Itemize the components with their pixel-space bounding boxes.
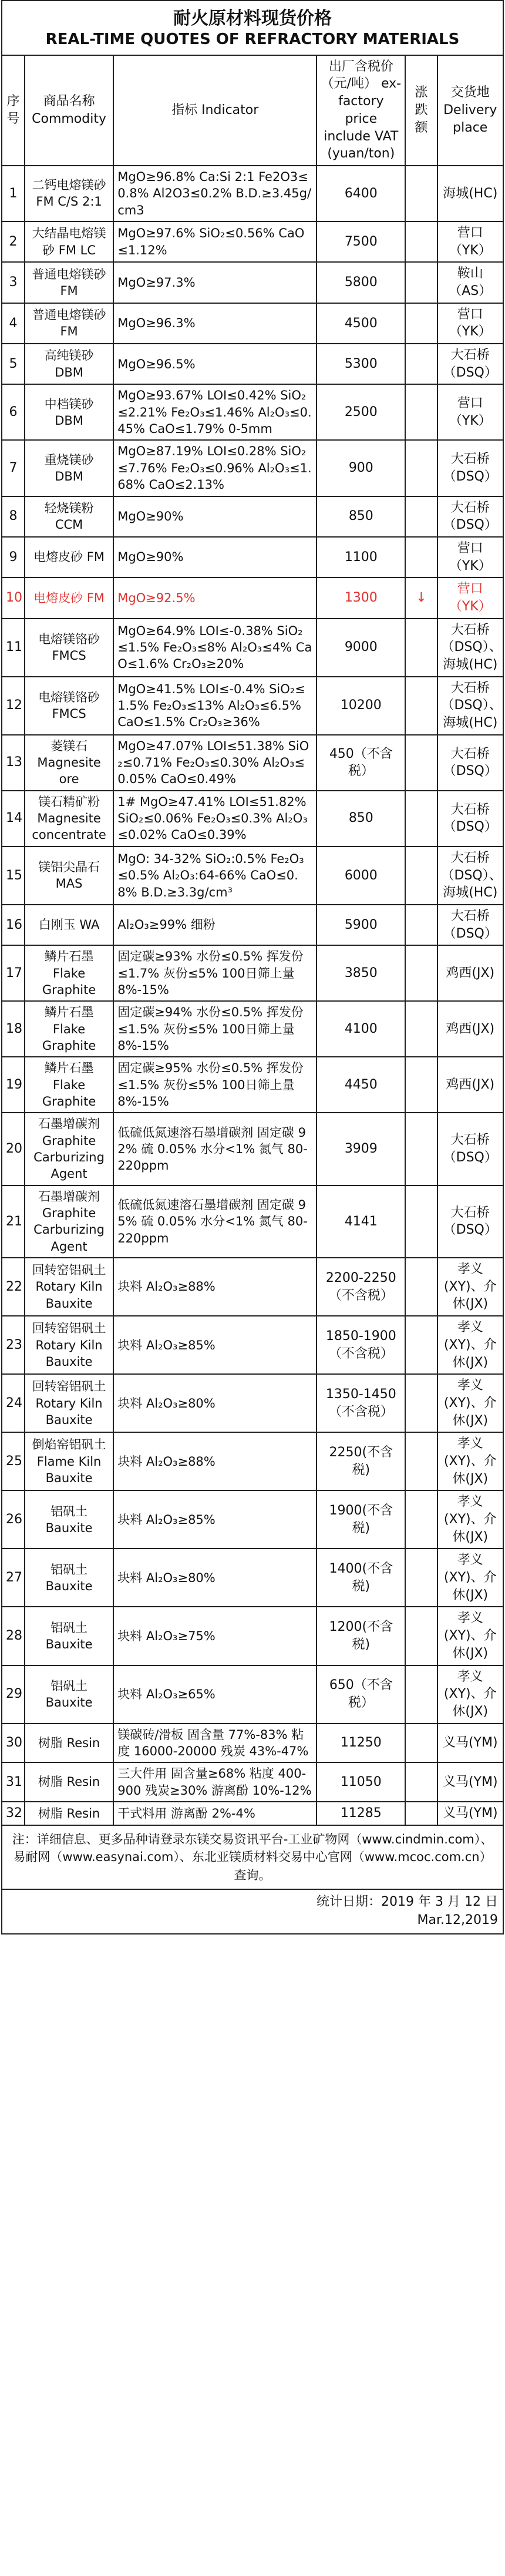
row-price: 2250(不含税) — [317, 1432, 405, 1490]
row-price: 4450 — [317, 1057, 405, 1113]
row-change — [405, 1001, 437, 1057]
row-place: 义马(YM) — [437, 1802, 503, 1825]
table-row — [2, 1057, 503, 1113]
row-place: 孝义(XY)、介休(JX) — [437, 1549, 503, 1607]
table-row — [2, 344, 503, 384]
row-place: 营口（YK） — [437, 577, 503, 618]
row-price: 1300 — [317, 577, 405, 618]
row-indicator: 1# MgO≥47.41% LOI≤51.82% SiO₂≤0.06% Fe₂O₃≤0.3% Al₂O₃≤0.02% CaO≤0.39% — [113, 791, 317, 847]
table-row — [2, 577, 503, 618]
row-no: 2 — [2, 221, 25, 262]
row-indicator: 块料 Al₂O₃≥88% — [113, 1432, 317, 1490]
row-no: 10 — [2, 577, 25, 618]
row-indicator: Al₂O₃≥99% 细粉 — [113, 905, 317, 945]
row-indicator: 干式料用 游离酚 2%-4% — [113, 1802, 317, 1825]
row-change — [405, 1802, 437, 1825]
table-row — [2, 384, 503, 440]
row-indicator: MgO≥64.9% LOI≤-0.38% SiO₂≤1.5% Fe₂O₃≤8% Al₂O₃≤4% CaO≤1.6% Cr₂O₃≥20% — [113, 619, 317, 677]
row-change — [405, 905, 437, 945]
row-commodity: 白刚玉 WA — [25, 905, 113, 945]
row-indicator: 镁碳砖/滑板 固含量 77%-83% 粘度 16000-20000 残炭 43%-47% — [113, 1724, 317, 1763]
row-no: 23 — [2, 1316, 25, 1374]
row-no: 4 — [2, 303, 25, 344]
row-change — [405, 344, 437, 384]
row-price: 1200(不含税) — [317, 1607, 405, 1665]
row-commodity: 铝矾土 Bauxite — [25, 1490, 113, 1549]
row-change — [405, 1316, 437, 1374]
row-indicator: 块料 Al₂O₃≥75% — [113, 1607, 317, 1665]
row-commodity: 鳞片石墨 Flake Graphite — [25, 1001, 113, 1057]
row-place: 大石桥（DSQ）、海城(HC) — [437, 677, 503, 735]
row-indicator: MgO≥41.5% LOI≤-0.4% SiO₂≤1.5% Fe₂O₃≤13% Al₂O₃≤6.5% CaO≤1.5% Cr₂O₃≥36% — [113, 677, 317, 735]
row-place: 义马(YM) — [437, 1724, 503, 1763]
table-row — [2, 1185, 503, 1258]
row-price: 650（不含税） — [317, 1665, 405, 1724]
title-cn: 耐火原材料现货价格 — [173, 8, 332, 29]
row-no: 9 — [2, 537, 25, 577]
table-row — [2, 440, 503, 496]
stat-date: 统计日期：2019 年 3 月 12 日 — [317, 1894, 498, 1909]
row-commodity: 石墨增碳剂 Graphite Carburizing Agent — [25, 1185, 113, 1258]
row-commodity: 电熔镁铬砂 FMCS — [25, 619, 113, 677]
row-price: 900 — [317, 440, 405, 496]
row-price: 850 — [317, 496, 405, 537]
row-place: 义马(YM) — [437, 1762, 503, 1802]
row-price: 3909 — [317, 1113, 405, 1185]
row-commodity: 鳞片石墨 Flake Graphite — [25, 945, 113, 1001]
row-place: 海城(HC) — [437, 166, 503, 221]
price-table — [1, 55, 504, 1934]
row-change — [405, 166, 437, 221]
table-row — [2, 537, 503, 577]
table-row — [2, 303, 503, 344]
row-indicator: 固定碳≥95% 水份≤0.5% 挥发份≤1.5% 灰份≤5% 100日筛上量 8%-15% — [113, 1057, 317, 1113]
row-indicator: MgO≥96.5% — [113, 344, 317, 384]
table-row — [2, 1724, 503, 1763]
row-no: 18 — [2, 1001, 25, 1057]
row-indicator: 块料 Al₂O₃≥80% — [113, 1549, 317, 1607]
table-row — [2, 1113, 503, 1185]
row-price: 6000 — [317, 847, 405, 905]
row-indicator: MgO≥93.67% LOI≤0.42% SiO₂≤2.21% Fe₂O₃≤1.46% Al₂O₃≤0.45% CaO≤1.79% 0-5mm — [113, 384, 317, 440]
row-price: 5800 — [317, 262, 405, 303]
row-price: 1100 — [317, 537, 405, 577]
row-commodity: 倒焰窑铝矾土 Flame Kiln Bauxite — [25, 1432, 113, 1490]
table-row — [2, 1001, 503, 1057]
row-indicator: MgO≥96.8% Ca:Si 2:1 Fe2O3≤0.8% Al2O3≤0.2% B.D.≥3.45g/cm3 — [113, 166, 317, 221]
row-indicator: 低硫低氮速溶石墨增碳剂 固定碳 95% 硫 0.05% 水分<1% 氮气 80-220ppm — [113, 1185, 317, 1258]
row-price: 7500 — [317, 221, 405, 262]
row-indicator: 块料 Al₂O₃≥65% — [113, 1665, 317, 1724]
row-change — [405, 1607, 437, 1665]
row-change — [405, 221, 437, 262]
row-commodity: 普通电熔镁砂 FM — [25, 262, 113, 303]
row-place: 大石桥（DSQ） — [437, 905, 503, 945]
row-change — [405, 1057, 437, 1113]
row-price: 1900(不含税) — [317, 1490, 405, 1549]
table-row — [2, 619, 503, 677]
row-place: 营口（YK） — [437, 384, 503, 440]
table-row — [2, 1432, 503, 1490]
table-row — [2, 1316, 503, 1374]
row-no: 6 — [2, 384, 25, 440]
table-row — [2, 1607, 503, 1665]
row-commodity: 电熔皮砂 FM — [25, 537, 113, 577]
row-place: 大石桥（DSQ） — [437, 496, 503, 537]
row-indicator: MgO≥96.3% — [113, 303, 317, 344]
row-place: 大石桥（DSQ） — [437, 735, 503, 791]
row-indicator: MgO≥92.5% — [113, 577, 317, 618]
row-price: 2200-2250（不含税） — [317, 1258, 405, 1316]
row-indicator: 块料 Al₂O₃≥85% — [113, 1490, 317, 1549]
row-no: 29 — [2, 1665, 25, 1724]
row-place: 鸡西(JX) — [437, 945, 503, 1001]
row-commodity: 高纯镁砂 DBM — [25, 344, 113, 384]
row-price: 1400(不含税) — [317, 1549, 405, 1607]
row-no: 31 — [2, 1762, 25, 1802]
table-row — [2, 791, 503, 847]
row-commodity: 树脂 Resin — [25, 1724, 113, 1763]
row-place: 大石桥（DSQ）、海城(HC) — [437, 619, 503, 677]
row-place: 营口（YK） — [437, 221, 503, 262]
row-indicator: 低硫低氮速溶石墨增碳剂 固定碳 92% 硫 0.05% 水分<1% 氮气 80-220ppm — [113, 1113, 317, 1185]
row-no: 12 — [2, 677, 25, 735]
row-change — [405, 1724, 437, 1763]
row-price: 2500 — [317, 384, 405, 440]
row-no: 27 — [2, 1549, 25, 1607]
row-change — [405, 1549, 437, 1607]
row-commodity: 菱镁石 Magnesite ore — [25, 735, 113, 791]
row-place: 孝义(XY)、介休(JX) — [437, 1316, 503, 1374]
row-change — [405, 1113, 437, 1185]
row-no: 1 — [2, 166, 25, 221]
row-price: 850 — [317, 791, 405, 847]
row-change — [405, 1185, 437, 1258]
row-place: 鞍山（AS） — [437, 262, 503, 303]
row-commodity: 镁铝尖晶石 MAS — [25, 847, 113, 905]
row-commodity: 二钙电熔镁砂 FM C/S 2:1 — [25, 166, 113, 221]
row-price: 4141 — [317, 1185, 405, 1258]
row-no: 32 — [2, 1802, 25, 1825]
stat-date-block — [2, 1889, 503, 1934]
row-indicator: MgO: 34-32% SiO₂:0.5% Fe₂O₃≤0.5% Al₂O₃:64-66% CaO≤0.8% B.D.≥3.3g/cm³ — [113, 847, 317, 905]
row-place: 鸡西(JX) — [437, 1057, 503, 1113]
table-row — [2, 166, 503, 221]
row-place: 孝义(XY)、介休(JX) — [437, 1607, 503, 1665]
row-no: 20 — [2, 1113, 25, 1185]
row-price: 4100 — [317, 1001, 405, 1057]
price-sheet — [1, 0, 504, 1934]
row-change — [405, 384, 437, 440]
header-place: 交货地 Delivery place — [437, 55, 503, 166]
row-commodity: 铝矾土 Bauxite — [25, 1665, 113, 1724]
row-indicator: MgO≥90% — [113, 496, 317, 537]
row-change — [405, 619, 437, 677]
header-no: 序号 — [2, 55, 25, 166]
row-price: 5900 — [317, 905, 405, 945]
row-price: 1850-1900（不含税） — [317, 1316, 405, 1374]
row-place: 孝义(XY)、介休(JX) — [437, 1665, 503, 1724]
row-indicator: MgO≥87.19% LOI≤0.28% SiO₂≤7.76% Fe₂O₃≤0.96% Al₂O₃≤1.68% CaO≤2.13% — [113, 440, 317, 496]
row-place: 鸡西(JX) — [437, 1001, 503, 1057]
row-change — [405, 496, 437, 537]
row-no: 24 — [2, 1374, 25, 1432]
header-indicator: 指标 Indicator — [113, 55, 317, 166]
row-indicator: MgO≥47.07% LOI≤51.38% SiO₂≤0.71% Fe₂O₃≤0.30% Al₂O₃≤0.05% CaO≤0.49% — [113, 735, 317, 791]
row-no: 21 — [2, 1185, 25, 1258]
row-place: 孝义(XY)、介休(JX) — [437, 1374, 503, 1432]
row-no: 17 — [2, 945, 25, 1001]
row-price: 450（不含税） — [317, 735, 405, 791]
row-indicator: 块料 Al₂O₃≥80% — [113, 1374, 317, 1432]
row-commodity: 鳞片石墨 Flake Graphite — [25, 1057, 113, 1113]
row-change — [405, 440, 437, 496]
row-price: 11285 — [317, 1802, 405, 1825]
table-row — [2, 1258, 503, 1316]
row-commodity: 大结晶电熔镁砂 FM LC — [25, 221, 113, 262]
row-indicator: MgO≥97.3% — [113, 262, 317, 303]
row-place: 孝义(XY)、介休(JX) — [437, 1258, 503, 1316]
row-change — [405, 677, 437, 735]
row-no: 16 — [2, 905, 25, 945]
table-row — [2, 221, 503, 262]
row-indicator: 三大件用 固含量≥68% 粘度 400-900 残炭≥30% 游离酚 10%-12% — [113, 1762, 317, 1802]
row-price: 3850 — [317, 945, 405, 1001]
row-change — [405, 537, 437, 577]
row-indicator: 固定碳≥94% 水份≤0.5% 挥发份≤1.5% 灰份≤5% 100日筛上量 8%-15% — [113, 1001, 317, 1057]
title-en: REAL-TIME QUOTES OF REFRACTORY MATERIALS — [45, 31, 460, 48]
table-row — [2, 1665, 503, 1724]
row-place: 大石桥（DSQ） — [437, 440, 503, 496]
table-row — [2, 847, 503, 905]
row-place: 大石桥（DSQ） — [437, 344, 503, 384]
table-row — [2, 1549, 503, 1607]
table-row — [2, 945, 503, 1001]
row-price: 5300 — [317, 344, 405, 384]
row-no: 30 — [2, 1724, 25, 1763]
row-change — [405, 945, 437, 1001]
row-place: 孝义(XY)、介休(JX) — [437, 1490, 503, 1549]
row-place: 孝义(XY)、介休(JX) — [437, 1432, 503, 1490]
row-indicator: 块料 Al₂O₃≥85% — [113, 1316, 317, 1374]
row-price: 9000 — [317, 619, 405, 677]
row-commodity: 镁石精矿粉 Magnesite concentrate — [25, 791, 113, 847]
row-no: 15 — [2, 847, 25, 905]
row-no: 28 — [2, 1607, 25, 1665]
row-price: 4500 — [317, 303, 405, 344]
header-row — [2, 55, 503, 166]
row-change — [405, 735, 437, 791]
row-change — [405, 1490, 437, 1549]
stat-date-en: Mar.12,2019 — [417, 1912, 498, 1927]
row-commodity: 轻烧镁粉 CCM — [25, 496, 113, 537]
header-change: 涨跌额 — [405, 55, 437, 166]
row-change: ↓ — [405, 577, 437, 618]
title-block — [1, 0, 504, 55]
row-commodity: 普通电熔镁砂 FM — [25, 303, 113, 344]
row-change — [405, 303, 437, 344]
row-change — [405, 847, 437, 905]
row-commodity: 电熔皮砂 FM — [25, 577, 113, 618]
row-price: 6400 — [317, 166, 405, 221]
row-commodity: 电熔镁铬砂 FMCS — [25, 677, 113, 735]
row-commodity: 中档镁砂 DBM — [25, 384, 113, 440]
row-change — [405, 1258, 437, 1316]
row-no: 22 — [2, 1258, 25, 1316]
row-commodity: 回转窑铝矾土 Rotary Kiln Bauxite — [25, 1258, 113, 1316]
table-row — [2, 677, 503, 735]
row-price: 1350-1450（不含税） — [317, 1374, 405, 1432]
row-change — [405, 1762, 437, 1802]
table-row — [2, 262, 503, 303]
row-change — [405, 1374, 437, 1432]
row-no: 19 — [2, 1057, 25, 1113]
row-no: 3 — [2, 262, 25, 303]
row-place: 营口（YK） — [437, 537, 503, 577]
row-indicator: 块料 Al₂O₃≥88% — [113, 1258, 317, 1316]
row-change — [405, 791, 437, 847]
row-commodity: 回转窑铝矾土 Rotary Kiln Bauxite — [25, 1374, 113, 1432]
row-no: 25 — [2, 1432, 25, 1490]
row-price: 11050 — [317, 1762, 405, 1802]
row-place: 大石桥（DSQ） — [437, 1185, 503, 1258]
row-place: 大石桥（DSQ） — [437, 1113, 503, 1185]
row-indicator: 固定碳≥93% 水份≤0.5% 挥发份≤1.7% 灰份≤5% 100日筛上量 8%-15% — [113, 945, 317, 1001]
row-commodity: 树脂 Resin — [25, 1762, 113, 1802]
row-no: 7 — [2, 440, 25, 496]
row-commodity: 铝矾土 Bauxite — [25, 1607, 113, 1665]
header-price: 出厂含税价（元/吨） ex-factory price include VAT (yuan/ton) — [317, 55, 405, 166]
row-no: 14 — [2, 791, 25, 847]
row-no: 8 — [2, 496, 25, 537]
row-price: 10200 — [317, 677, 405, 735]
row-no: 13 — [2, 735, 25, 791]
row-commodity: 铝矾土 Bauxite — [25, 1549, 113, 1607]
row-no: 26 — [2, 1490, 25, 1549]
row-place: 大石桥（DSQ）、海城(HC) — [437, 847, 503, 905]
table-row — [2, 1802, 503, 1825]
table-row — [2, 735, 503, 791]
row-indicator: MgO≥97.6% SiO₂≤0.56% CaO≤1.12% — [113, 221, 317, 262]
table-row — [2, 905, 503, 945]
table-row — [2, 496, 503, 537]
row-commodity: 回转窑铝矾土 Rotary Kiln Bauxite — [25, 1316, 113, 1374]
row-no: 5 — [2, 344, 25, 384]
table-row — [2, 1762, 503, 1802]
row-commodity: 树脂 Resin — [25, 1802, 113, 1825]
row-commodity: 重烧镁砂 DBM — [25, 440, 113, 496]
row-change — [405, 1432, 437, 1490]
row-change — [405, 262, 437, 303]
table-row — [2, 1374, 503, 1432]
row-place: 大石桥（DSQ） — [437, 791, 503, 847]
footnote: 注：详细信息、更多品种请登录东镁交易资讯平台-工业矿物网（www.cindmin.com）、易耐网（www.easynai.com）、东北亚镁质材料交易中心官网（www.mcoc.com.cn）查询。 — [2, 1825, 503, 1889]
row-price: 11250 — [317, 1724, 405, 1763]
row-place: 营口（YK） — [437, 303, 503, 344]
table-body — [2, 166, 503, 1825]
row-indicator: MgO≥90% — [113, 537, 317, 577]
table-row — [2, 1490, 503, 1549]
row-no: 11 — [2, 619, 25, 677]
row-change — [405, 1665, 437, 1724]
row-commodity: 石墨增碳剂 Graphite Carburizing Agent — [25, 1113, 113, 1185]
header-name: 商品名称 Commodity — [25, 55, 113, 166]
